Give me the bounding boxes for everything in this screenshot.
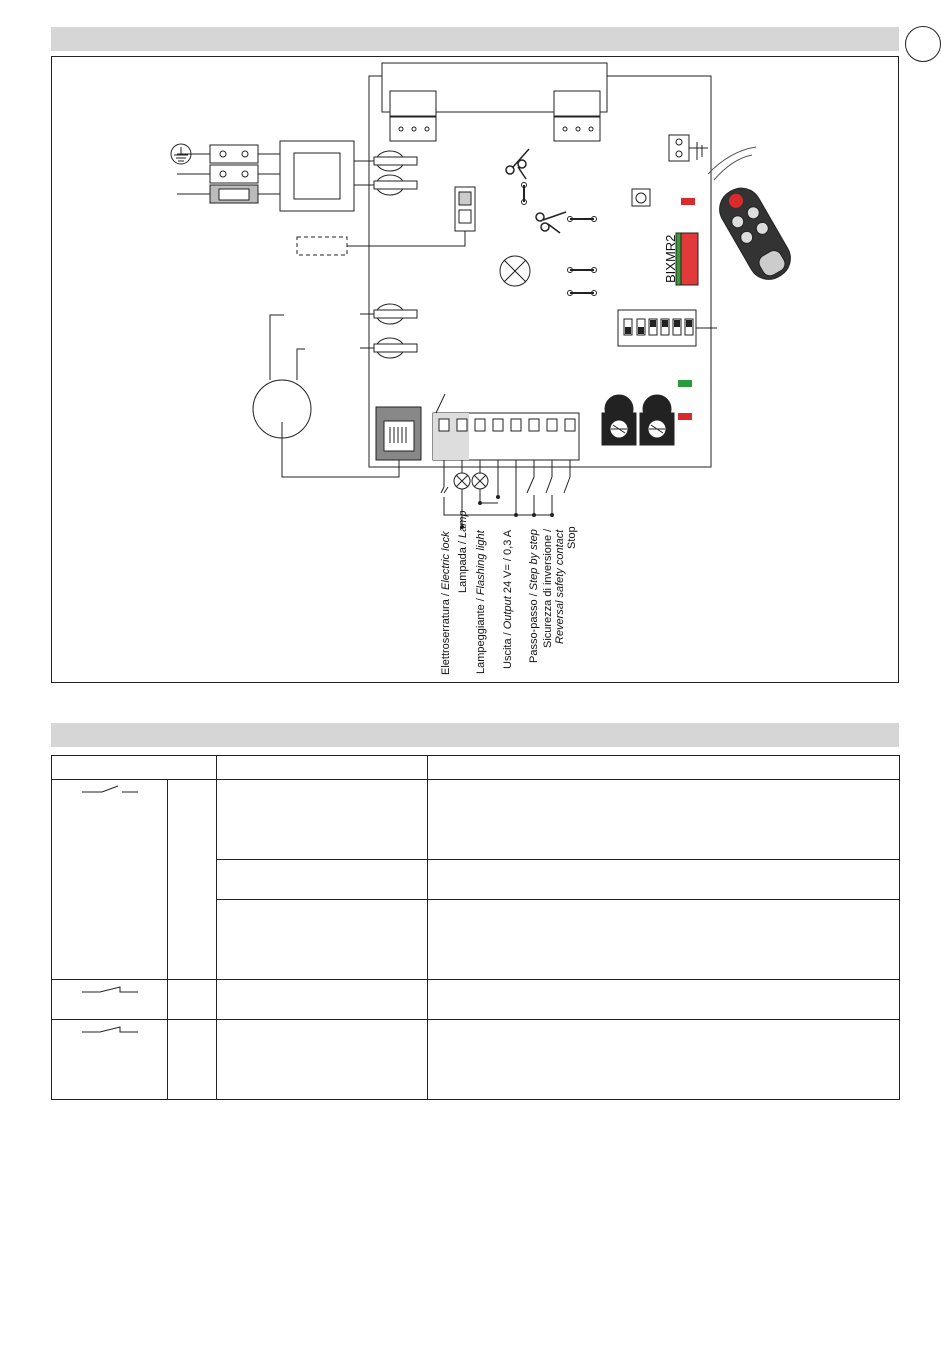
remote-control-icon — [708, 147, 798, 287]
table-header-cell — [428, 756, 900, 780]
terminal-label-output — [502, 530, 514, 669]
terminal-label-flashing-light — [475, 530, 487, 674]
switch-nc-icon — [52, 980, 168, 1000]
terminal-label-output-rating: 24 V= / 0,3 A — [502, 529, 514, 597]
terminal-label-flashing-light-it: Lampeggiante / — [475, 595, 487, 674]
terminal-label-output-it: Uscita / — [502, 629, 514, 669]
terminal-label-stop-text: Stop — [566, 526, 578, 549]
table-cell — [428, 1020, 900, 1100]
trimmer-right — [640, 395, 674, 445]
table-row — [52, 780, 900, 860]
table-cell — [217, 980, 428, 1020]
terminal-label-lamp-en: Lamp — [457, 510, 469, 538]
terminal-label-lamp — [457, 510, 469, 593]
terminal-label-electric-lock-en: Electric lock — [440, 531, 452, 591]
terminal-label-output-en: Output — [502, 596, 514, 630]
table-cell — [217, 860, 428, 900]
table-cell — [428, 900, 900, 980]
table-cell-symbol — [52, 780, 168, 980]
table-cell — [428, 780, 900, 860]
table-cell — [428, 860, 900, 900]
table-cell — [217, 780, 428, 860]
switch-nc-icon — [52, 1020, 168, 1040]
table-cell — [168, 980, 217, 1020]
terminal-label-step-by-step — [528, 529, 540, 663]
section-header-bar-bottom — [51, 723, 899, 747]
table-cell — [428, 980, 900, 1020]
section-header-bar-top — [51, 27, 899, 51]
terminal-label-reversal-safety-en — [554, 530, 566, 644]
terminal-label-electric-lock-it: Elettroserratura / — [440, 590, 452, 675]
scissors-icon — [506, 149, 566, 233]
table-header-row — [52, 756, 900, 780]
table-cell — [168, 1020, 217, 1100]
trimmer-left — [602, 395, 636, 445]
table-cell-symbol — [52, 1020, 168, 1100]
table-row — [52, 1020, 900, 1100]
transformer — [280, 141, 354, 211]
table-cell-symbol — [52, 980, 168, 1020]
terminal-label-flashing-light-en: Flashing light — [475, 530, 487, 596]
table-header-cell — [217, 756, 428, 780]
terminal-label-reversal-safety-contact: Reversal safety contact — [554, 529, 566, 644]
terminal-label-stop — [566, 526, 578, 549]
switch-no-icon — [52, 780, 168, 800]
table-cell — [168, 780, 217, 980]
language-badge — [905, 26, 941, 62]
wiring-diagram — [51, 56, 899, 683]
terminal-label-reversal-safety — [542, 529, 554, 648]
table-header-cell — [52, 756, 217, 780]
terminal-label-reversal-safety-it: Sicurezza di inversione / — [542, 528, 554, 648]
terminal-table — [51, 755, 900, 1100]
table-row — [52, 980, 900, 1020]
terminal-label-lamp-it: Lampada / — [457, 537, 469, 593]
table-cell — [217, 1020, 428, 1100]
terminal-label-step-by-step-en: Step by step — [528, 529, 540, 591]
terminal-label-step-by-step-it: Passo-passo / — [528, 590, 540, 663]
terminal-label-electric-lock — [440, 531, 452, 675]
receiver-model-label: BIXMR2 — [663, 234, 678, 283]
table-cell — [217, 900, 428, 980]
lamp-icon — [500, 256, 530, 286]
